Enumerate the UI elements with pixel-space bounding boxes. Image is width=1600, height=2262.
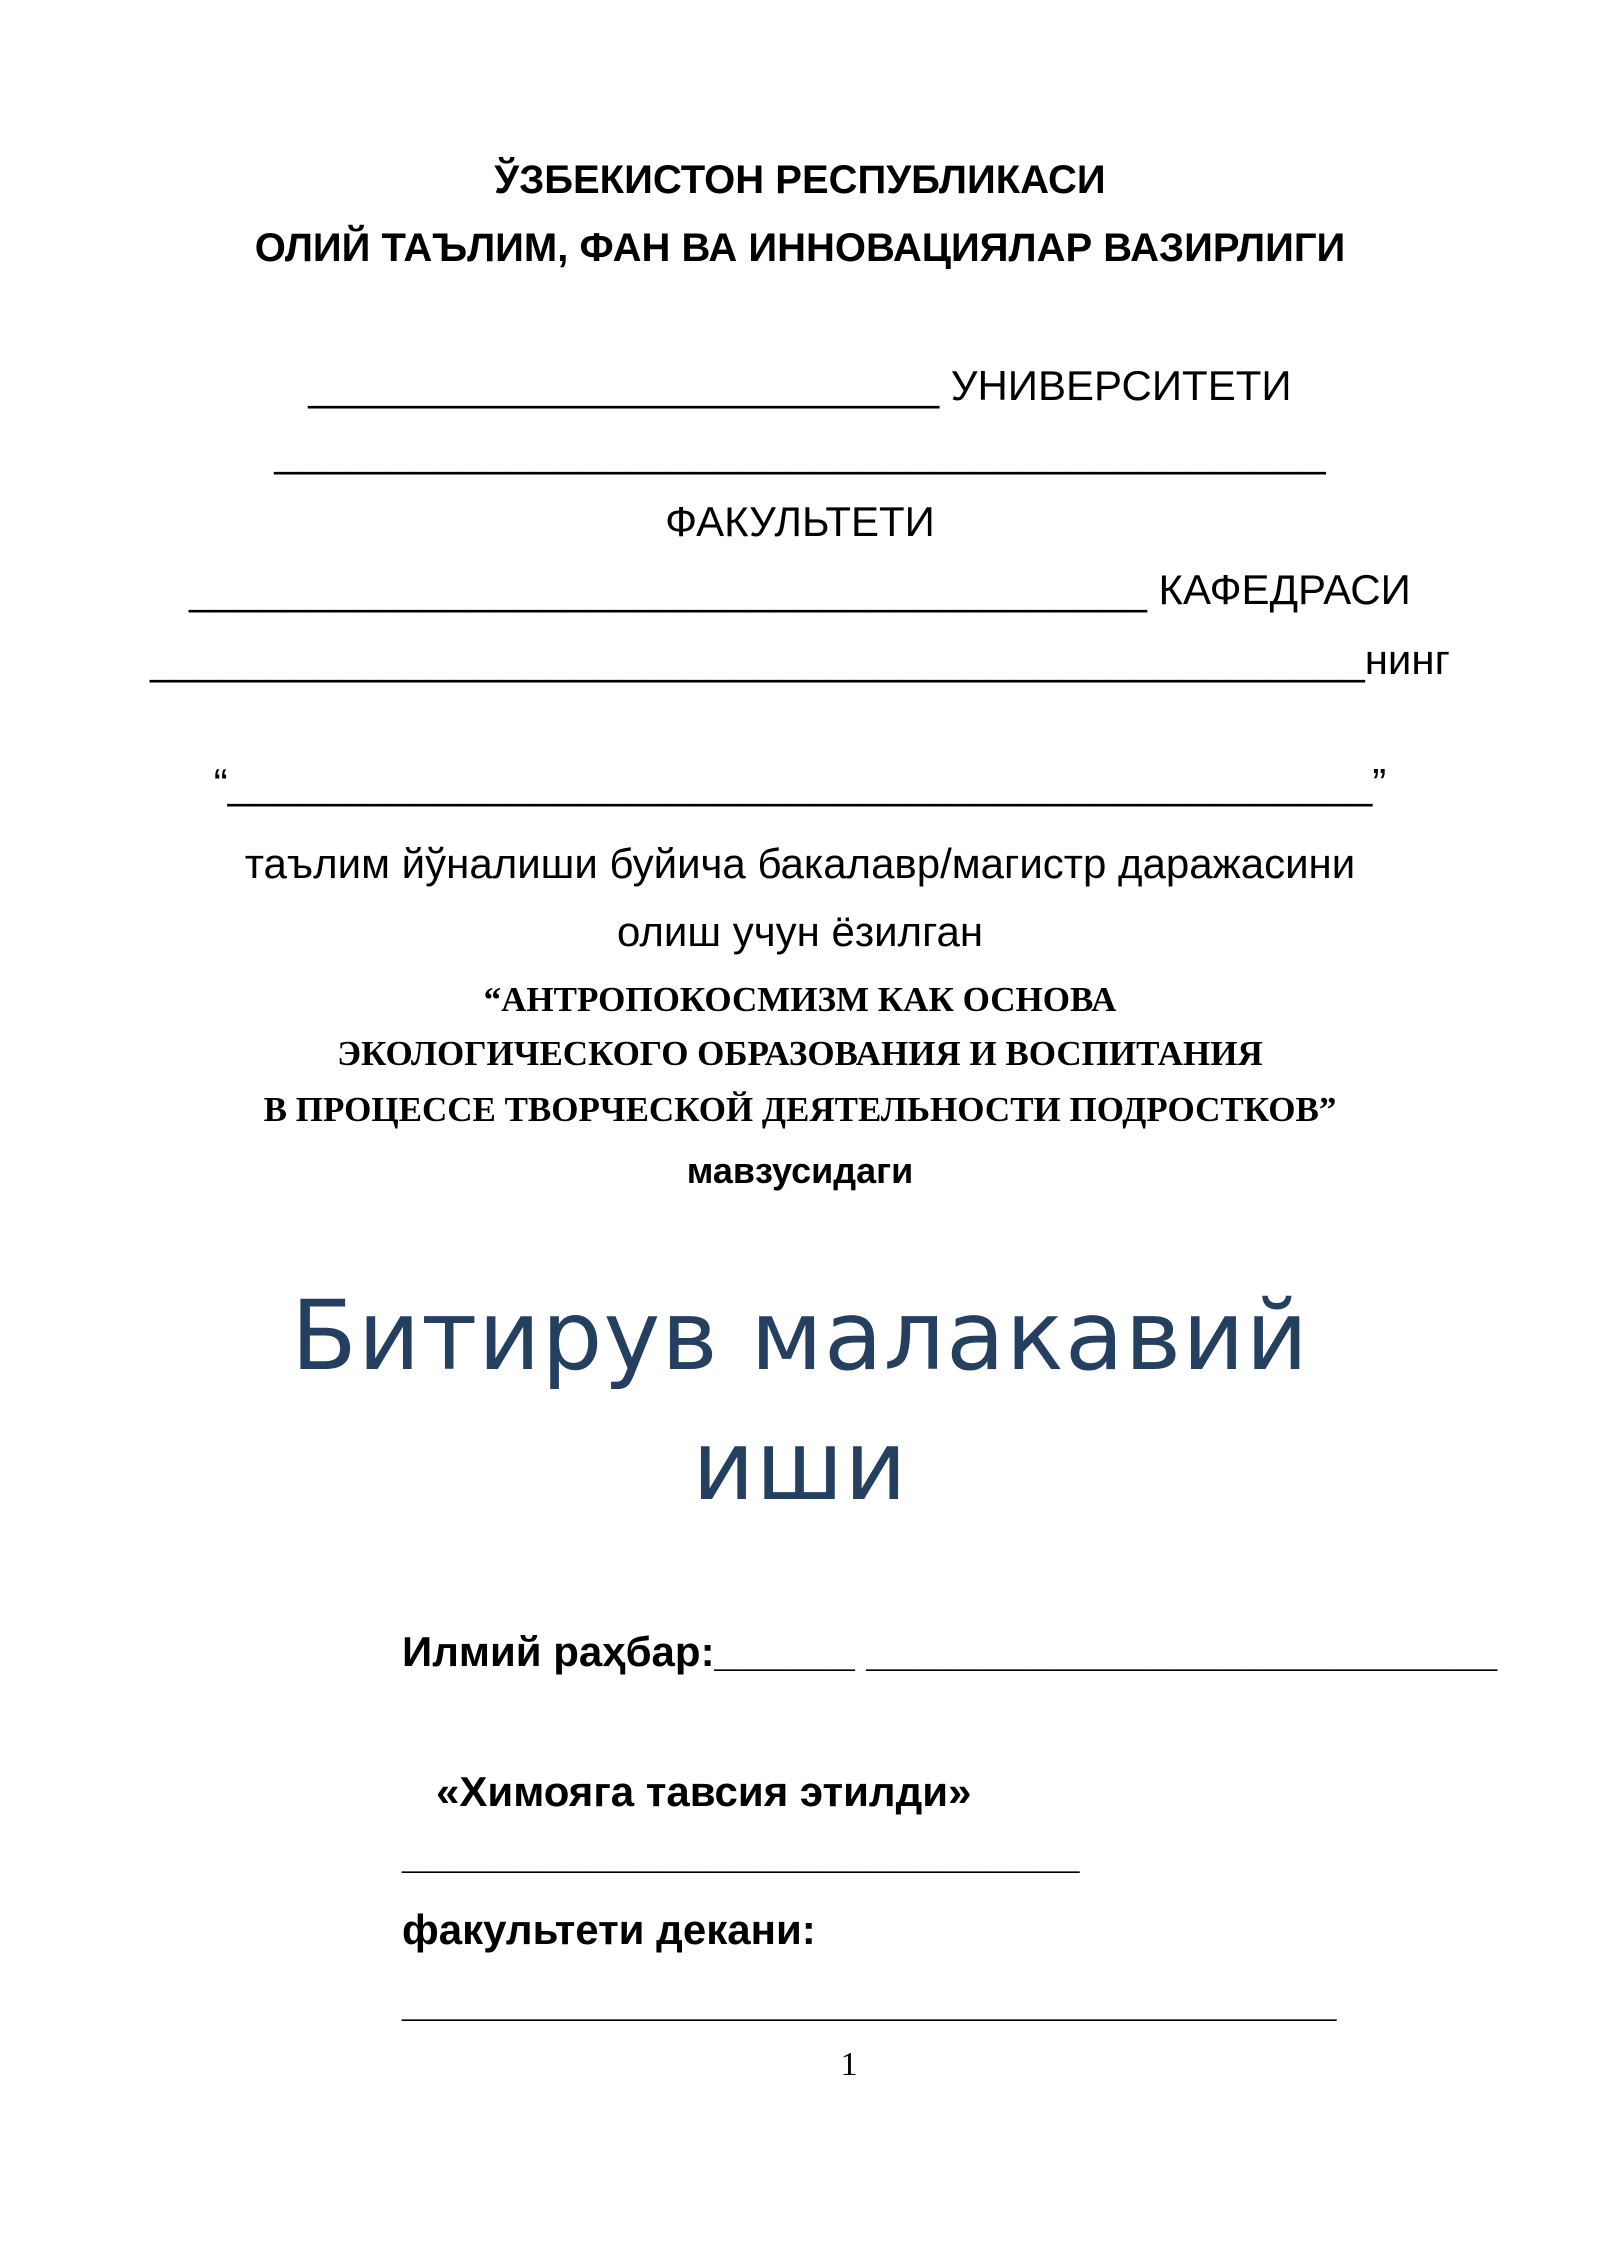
student-field: ____________________________________________________нинг: [150, 636, 1450, 683]
topic-line-1: “АНТРОПОКОСМИЗМ КАК ОСНОВА: [483, 980, 1117, 1019]
supervisor-signature: Илмий раҳбар:______ ___________________________: [402, 1628, 1498, 1675]
recommended-signature-blank: _____________________________: [402, 1830, 1080, 1877]
recommended-for-defense: «Химояга тавсия этилди»: [436, 1768, 972, 1815]
ministry-name: ОЛИЙ ТАЪЛИМ, ФАН ВА ИННОВАЦИЯЛАР ВАЗИРЛИГИ: [254, 226, 1346, 270]
page-number: 1: [840, 2046, 858, 2083]
direction-field: “_________________________________________________”: [213, 760, 1387, 807]
topic-suffix: мавзусидаги: [686, 1150, 914, 1191]
faculty-label: ФАКУЛЬТЕТИ: [665, 498, 935, 545]
department-field: _________________________________________ КАФЕДРАСИ: [189, 566, 1411, 613]
faculty-blank: _____________________________________________: [274, 428, 1326, 475]
ministry-country: ЎЗБЕКИСТОН РЕСПУБЛИКАСИ: [494, 158, 1106, 202]
topic-line-3: В ПРОЦЕССЕ ТВОРЧЕСКОЙ ДЕЯТЕЛЬНОСТИ ПОДРОСТКОВ”: [263, 1090, 1337, 1129]
document-title-line-2: иши: [692, 1410, 908, 1522]
dean-label: факультети декани:: [402, 1906, 816, 1953]
document-title-line-1: Битирув малакавий: [290, 1280, 1309, 1392]
degree-line-2: олиш учун ёзилган: [616, 908, 984, 955]
dean-signature-blank: ________________________________________: [402, 1978, 1337, 2025]
degree-line-1: таълим йўналиши буйича бакалавр/магистр даражасини: [244, 840, 1356, 887]
topic-line-2: ЭКОЛОГИЧЕСКОГО ОБРАЗОВАНИЯ И ВОСПИТАНИЯ: [337, 1034, 1263, 1073]
university-field: ___________________________ УНИВЕРСИТЕТИ: [308, 362, 1292, 409]
